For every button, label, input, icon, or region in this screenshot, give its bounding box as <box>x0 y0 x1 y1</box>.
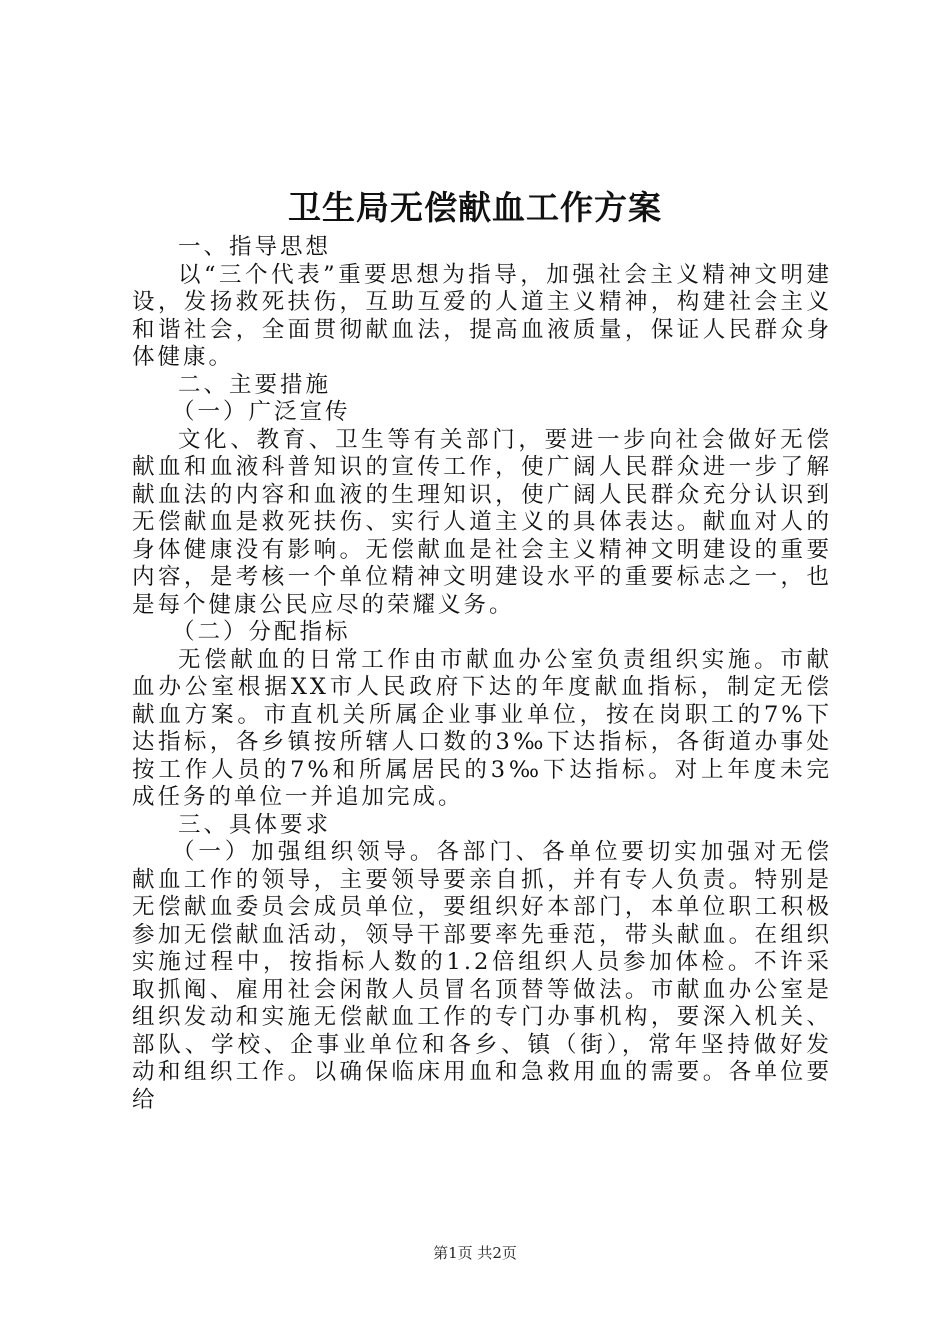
paragraph-publicity: 文化、教育、卫生等有关部门，要进一步向社会做好无偿献血和血液科普知识的宣传工作，使广阔人民群众进一步了解献血法的内容和血液的生理知识，使广阔人民群众充分认识到无偿献血是救死扶伤、实行人道主义的具体表达。献血对人的身体健康没有影响。无偿献血是社会主义精神文明建设的重要内容，是考核一个单位精神文明建设水平的重要标志之一，也是每个健康公民应尽的荣耀义务。 <box>132 426 832 618</box>
page-footer: 第1页 共2页 <box>433 1244 517 1262</box>
heading-guiding-ideology: 一、指导思想 <box>178 234 332 260</box>
paragraph-guiding-ideology: 以“三个代表”重要思想为指导，加强社会主义精神文明建设，发扬救死扶伤，互助互爱的人道主义精神，构建社会主义和谐社会，全面贯彻献血法，提高血液质量，保证人民群众身体健康。 <box>132 261 832 370</box>
heading-requirements: 三、具体要求 <box>178 811 332 838</box>
subheading-quota: （二）分配指标 <box>172 619 351 645</box>
paragraph-organization: （一）加强组织领导。各部门、各单位要切实加强对无偿献血工作的领导，主要领导要亲自抓，并有专人负责。特别是无偿献血委员会成员单位，要组织好本部门，本单位职工积极参加无偿献血活动，领导干部要率先垂范，带头献血。在组织实施过程中，按指标人数的1.2倍组织人员参加体检。不许采取抓阄、雇用社会闲散人员冒名顶替等做法。市献血办公室是组织发动和实施无偿献血工作的专门办事机构，要深入机关、部队、学校、企事业单位和各乡、镇（街），常年坚持做好发动和组织工作。以确保临床用血和急救用血的需要。各单位要给 <box>132 839 832 1113</box>
subheading-publicity: （一）广泛宣传 <box>172 399 351 425</box>
document-title: 卫生局无偿献血工作方案 <box>288 188 662 227</box>
heading-main-measures: 二、主要措施 <box>178 371 332 398</box>
document-body <box>132 234 832 1114</box>
paragraph-quota: 无偿献血的日常工作由市献血办公室负责组织实施。市献血办公室根据XX市人民政府下达的年度献血指标，制定无偿献血方案。市直机关所属企业事业单位，按在岗职工的7%下达指标，各乡镇按所辖人口数的3‰下达指标，各街道办事处按工作人员的7%和所属居民的3‰下达指标。对上年度未完成任务的单位一并追加完成。 <box>132 646 832 810</box>
